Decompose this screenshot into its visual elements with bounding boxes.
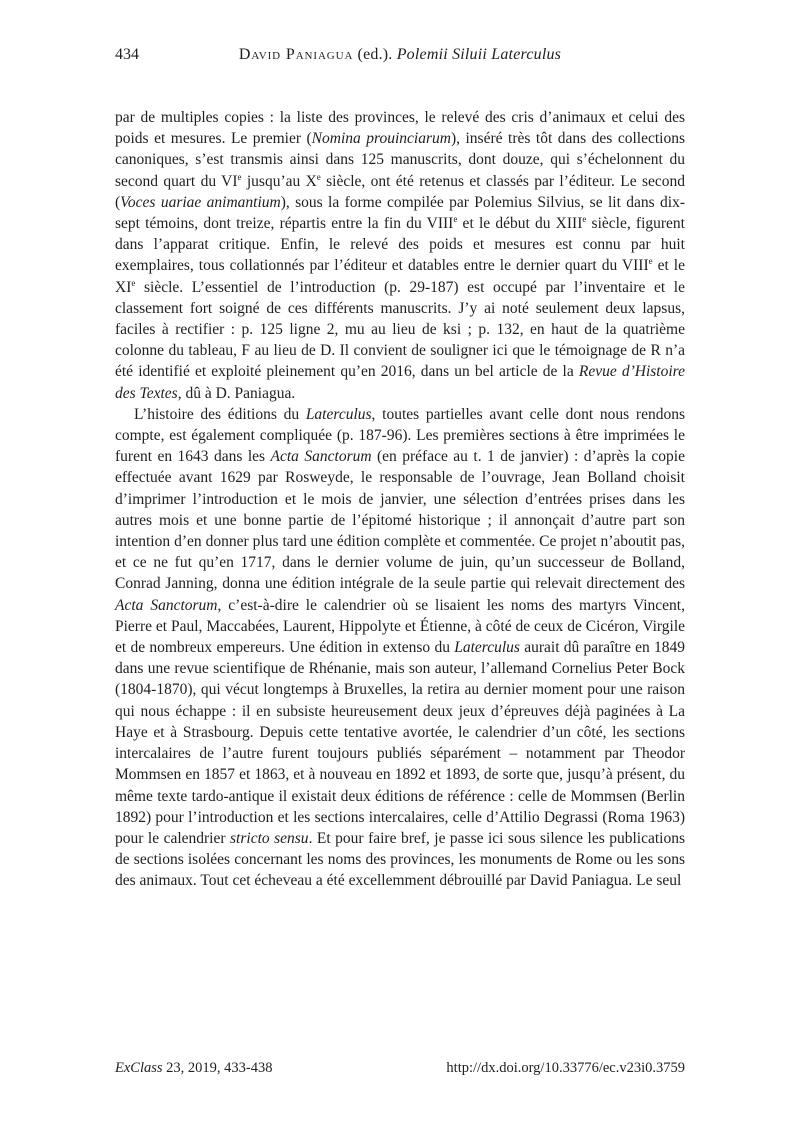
- review-body: [115, 107, 685, 892]
- text-run: , toutes partielles avant celle dont nous rendons compte, est également compliquée (p. 187-96). Les premières sections à être imprimées le furent en 1643 dans les: [115, 405, 685, 466]
- journal-reference: [115, 1060, 273, 1077]
- text-run: aurait dû paraître en 1849 dans une revue scientifique de Rhénanie, mais son auteur, l’allemand Cornelius Peter Bock (1804-1870), qui vécut longtemps à Bruxelles, la retira au dernier moment pour une raison qui nous échappe : il en subsiste heureusement deux jeux d’épreuves déjà paginées à La Haye et à Strasbourg. Depuis cette tentative avortée, le calendrier d’un côté, les sections intercalaires de l’autre furent toujours publiés séparément – notamment par Theodor Mommsen en 1857 et 1863, et à nouveau en 1892 et 1893, de sorte que, jusqu’à présent, du même texte tardo-antique il existait deux éditions de référence : celle de Mommsen (Berlin 1892) pour l’introduction et les sections intercalaires, celle d’Attilio Degrassi (Roma 1963) pour le calendrier: [115, 639, 685, 847]
- text-run: e: [582, 213, 587, 224]
- text-run: (ed.).: [353, 46, 397, 63]
- text-run: par de multiples copies : la liste des provinces, le relevé des cris d’animaux et celui des poids et mesures. Le premier (: [115, 109, 685, 148]
- text-run: , dû à D. Paniagua.: [177, 384, 296, 402]
- text-run: 23, 2019, 433-438: [162, 1060, 273, 1076]
- text-run: Acta Sanctorum: [115, 596, 218, 614]
- text-run: e: [131, 277, 136, 288]
- text-run: Laterculus: [305, 405, 372, 423]
- page-footer: [115, 1060, 685, 1077]
- text-run: e: [648, 256, 653, 267]
- text-run: e: [316, 171, 321, 182]
- text-run: , c’est-à-dire le calendrier où se lisaient les noms des martyrs Vincent, Pierre et Paul, Maccabées, Laurent, Hippolyte et Étienne, à côté de ceux de Cicéron, Virgile et de nombreux empereurs. Une édition in extenso du: [115, 596, 685, 657]
- text-run: Acta Sanctorum: [270, 448, 372, 466]
- text-run: . Et pour faire bref, je passe ici sous silence les publications de sections isolées concernant les noms des provinces, les monuments de Rome ou les sons des animaux. Tout cet écheveau a été excellemment débrouillé par David Paniagua. Le seul: [115, 829, 685, 890]
- text-run: Nomina prouinciarum: [311, 130, 451, 148]
- running-title: [239, 46, 561, 63]
- text-run: Revue d’Histoire des Textes: [115, 363, 685, 402]
- paragraph-2: [115, 404, 685, 892]
- text-run: et le début du XIII: [457, 215, 583, 233]
- text-run: e: [237, 171, 242, 182]
- text-run: Voces uariae animantium: [120, 193, 281, 211]
- text-run: siècle. L’essentiel de l’introduction (p. 29-187) est occupé par l’inventaire et le classement fort soigné de ces différents manuscrits. J’y ai noté seulement deux lapsus, faciles à rectifier : p. 125 ligne 2, mu au lieu de ksi ; p. 132, en haut de la quatrième colonne du tableau, F au lieu de D. Il convient de souligner ici que le témoignage de R n’a été identifié et exploité pleinement qu’en 2016, dans un bel article de la: [115, 278, 685, 381]
- text-run: e: [453, 213, 458, 224]
- text-run: siècle, ont été retenus et classés par l’éditeur. Le second (: [115, 172, 685, 211]
- text-run: ), sous la forme compilée par Polemius Silvius, se lit dans dix-sept témoins, dont treize, répartis entre la fin du VIII: [115, 193, 685, 233]
- running-head: [115, 46, 685, 68]
- text-run: ), inséré très tôt dans des collections canoniques, s’est transmis ainsi dans 125 manuscrits, dont douze, qui s’échelonnent du second quart du VI: [115, 130, 685, 190]
- text-run: Polemii Siluii Laterculus: [396, 46, 562, 63]
- doi-url: http://dx.doi.org/10.33776/ec.v23i0.3759: [446, 1060, 685, 1076]
- text-run: ExClass: [115, 1060, 163, 1076]
- text-run: et le XI: [115, 257, 685, 296]
- text-run: Laterculus: [454, 639, 520, 657]
- text-run: siècle, figurent dans l’apparat critique. Enfin, le relevé des poids et mesures est connu par huit exemplaires, tous collationnés par l’éditeur et datables entre le dernier quart du VIII: [115, 215, 685, 275]
- paragraph-1: [115, 107, 685, 404]
- page-number: 434: [115, 46, 139, 63]
- text-run: L’histoire des éditions du: [134, 405, 306, 423]
- text-run: jusqu’au X: [241, 172, 317, 190]
- text-run: David Paniagua: [238, 46, 354, 63]
- text-run: (en préface au t. 1 de janvier) : d’après la copie effectuée avant 1629 par Rosweyde, le responsable de l’ouvrage, Jean Bolland choisit d’imprimer l’introduction et le mois de janvier, une sélection d’entrées prises dans les autres mois et une bonne partie de l’épitomé historique ; il annonçait d’autre part son intention d’en donner plus tard une édition complète et commentée. Ce projet n’aboutit pas, et ce ne fut qu’en 1717, dans le dernier volume de juin, qu’un successeur de Bolland, Conrad Janning, donna une édition intégrale de la seule partie qui relevait directement des: [115, 448, 685, 593]
- text-run: stricto sensu: [230, 829, 309, 847]
